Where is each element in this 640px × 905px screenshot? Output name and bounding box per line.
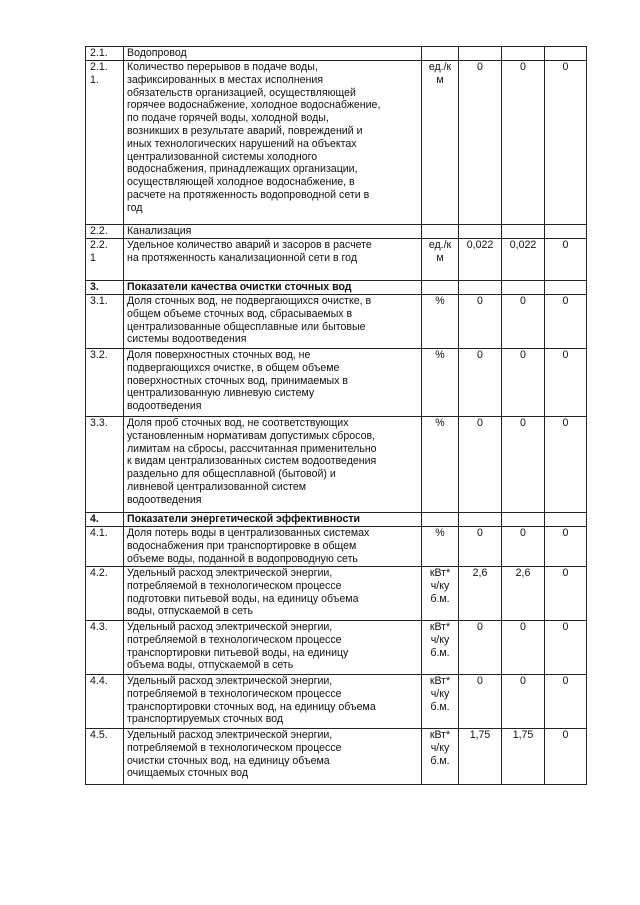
section-row bbox=[86, 281, 587, 295]
row-number-cell bbox=[86, 225, 124, 239]
value-1-cell bbox=[459, 527, 502, 567]
value-1-cell bbox=[459, 239, 502, 281]
row-number: 3.2. bbox=[90, 349, 108, 361]
unit-cell-cell bbox=[422, 675, 459, 729]
value-3: 0 bbox=[562, 729, 569, 741]
row-number-cell bbox=[86, 239, 124, 281]
value-2-cell bbox=[502, 225, 545, 239]
unit-cell-cell bbox=[422, 239, 459, 281]
value-1: 0 bbox=[477, 61, 483, 73]
unit-cell: % bbox=[435, 417, 445, 429]
value-1: 0 bbox=[477, 349, 483, 361]
value-3-cell bbox=[545, 527, 587, 567]
value-3-cell bbox=[545, 675, 587, 729]
indicator-name-cell bbox=[124, 349, 422, 417]
table-row bbox=[86, 527, 587, 567]
value-2-cell bbox=[502, 281, 545, 295]
value-3-cell bbox=[545, 513, 587, 527]
row-number-cell bbox=[86, 349, 124, 417]
value-3-cell bbox=[545, 621, 587, 675]
unit-cell: кВт* ч/ку б.м. bbox=[429, 621, 451, 659]
row-number-cell bbox=[86, 567, 124, 621]
value-3: 0 bbox=[562, 239, 569, 251]
row-number: 4. bbox=[90, 513, 99, 525]
indicators-table-body bbox=[86, 47, 587, 785]
unit-cell-cell bbox=[422, 349, 459, 417]
table-row bbox=[86, 675, 587, 729]
value-1-cell bbox=[459, 349, 502, 417]
row-number-cell bbox=[86, 729, 124, 785]
value-1-cell bbox=[459, 281, 502, 295]
table-row bbox=[86, 295, 587, 349]
value-2: 1,75 bbox=[512, 729, 534, 741]
value-1: 0 bbox=[477, 527, 483, 539]
value-2: 0 bbox=[520, 527, 526, 539]
indicator-name-cell bbox=[124, 61, 422, 225]
table-row bbox=[86, 61, 587, 225]
indicator-name: Удельный расход электрической энергии, потребляемой в технологическом процессе транспортировки сточных вод, на единицу объема транспортируемых сточных вод bbox=[127, 675, 376, 726]
row-number: 4.5. bbox=[90, 729, 108, 741]
value-1-cell bbox=[459, 225, 502, 239]
unit-cell-cell bbox=[422, 513, 459, 527]
indicator-name-cell bbox=[124, 621, 422, 675]
table-row bbox=[86, 417, 587, 513]
indicators-table bbox=[85, 46, 587, 785]
value-1-cell bbox=[459, 621, 502, 675]
unit-cell: ед./к м bbox=[428, 61, 452, 86]
value-1-cell bbox=[459, 295, 502, 349]
indicator-name-cell bbox=[124, 281, 422, 295]
value-3-cell bbox=[545, 47, 587, 61]
value-1: 0 bbox=[477, 675, 483, 687]
unit-cell: % bbox=[435, 295, 445, 307]
table-row bbox=[86, 349, 587, 417]
indicator-name: Водопровод bbox=[127, 47, 187, 59]
value-1: 0 bbox=[477, 295, 483, 307]
value-2-cell bbox=[502, 295, 545, 349]
row-number: 3. bbox=[90, 281, 99, 293]
unit-cell: % bbox=[435, 349, 445, 361]
unit-cell-cell bbox=[422, 417, 459, 513]
row-number-cell bbox=[86, 281, 124, 295]
value-1-cell bbox=[459, 417, 502, 513]
row-number: 4.4. bbox=[90, 675, 108, 687]
value-3-cell bbox=[545, 349, 587, 417]
value-3: 0 bbox=[562, 567, 569, 579]
value-1: 0,022 bbox=[466, 239, 494, 251]
value-2: 0 bbox=[520, 417, 526, 429]
value-1-cell bbox=[459, 567, 502, 621]
row-number: 2.2. bbox=[90, 225, 108, 237]
table-row bbox=[86, 225, 587, 239]
row-number-cell bbox=[86, 513, 124, 527]
indicator-name-cell bbox=[124, 729, 422, 785]
value-2: 0 bbox=[520, 295, 526, 307]
indicator-name-cell bbox=[124, 295, 422, 349]
table-row bbox=[86, 621, 587, 675]
row-number: 3.3. bbox=[90, 417, 108, 429]
unit-cell: % bbox=[435, 527, 445, 539]
indicator-name-cell bbox=[124, 675, 422, 729]
indicator-name-cell bbox=[124, 225, 422, 239]
indicator-name: Показатели качества очистки сточных вод bbox=[127, 281, 352, 293]
unit-cell: ед./к м bbox=[428, 239, 452, 264]
value-3: 0 bbox=[562, 61, 569, 73]
value-2-cell bbox=[502, 621, 545, 675]
unit-cell: кВт* ч/ку б.м. bbox=[429, 675, 451, 713]
value-1: 0 bbox=[477, 621, 483, 633]
value-1-cell bbox=[459, 729, 502, 785]
indicator-name-cell bbox=[124, 513, 422, 527]
row-number-cell bbox=[86, 621, 124, 675]
indicator-name: Доля проб сточных вод, не соответствующих установленным нормативам допустимых сбросов, лимитам на сбросы, рассчитанная применительно к видам централизованных систем водоотведения раздельно для общесплавной (бытовой) и ливневой централизованной систем водоотведения bbox=[127, 417, 377, 506]
value-2: 2,6 bbox=[515, 567, 531, 579]
value-2-cell bbox=[502, 417, 545, 513]
row-number-cell bbox=[86, 527, 124, 567]
value-3: 0 bbox=[562, 417, 569, 429]
unit-cell: кВт* ч/ку б.м. bbox=[429, 567, 451, 605]
value-1-cell bbox=[459, 675, 502, 729]
value-2-cell bbox=[502, 47, 545, 61]
indicator-name: Удельное количество аварий и засоров в расчете на протяженность канализационной сети в год bbox=[127, 239, 372, 264]
indicator-name: Доля потерь воды в централизованных системах водоснабжения при транспортировке в общем объеме воды, поданной в водопроводную сеть bbox=[127, 527, 370, 565]
indicator-name-cell bbox=[124, 47, 422, 61]
value-1-cell bbox=[459, 61, 502, 225]
value-1: 2,6 bbox=[472, 567, 488, 579]
row-number-cell bbox=[86, 417, 124, 513]
value-2-cell bbox=[502, 239, 545, 281]
value-1-cell bbox=[459, 513, 502, 527]
value-1-cell bbox=[459, 47, 502, 61]
value-1: 0 bbox=[477, 417, 483, 429]
indicator-name: Доля поверхностных сточных вод, не подвергающихся очистке, в общем объеме поверхностных сточных вод, принимаемых в централизованную ливневую систему водоотведения bbox=[127, 349, 348, 413]
row-number: 4.2. bbox=[90, 567, 108, 579]
indicator-name: Удельный расход электрической энергии, потребляемой в технологическом процессе транспортировки питьевой воды, на единицу объема воды, отпускаемой в сеть bbox=[127, 621, 349, 672]
value-3: 0 bbox=[562, 675, 569, 687]
value-3-cell bbox=[545, 281, 587, 295]
value-3: 0 bbox=[562, 349, 569, 361]
unit-cell-cell bbox=[422, 225, 459, 239]
value-2: 0 bbox=[520, 61, 526, 73]
indicator-name-cell bbox=[124, 527, 422, 567]
row-number-cell bbox=[86, 61, 124, 225]
row-number: 2.1. 1. bbox=[90, 61, 108, 86]
value-2-cell bbox=[502, 675, 545, 729]
unit-cell-cell bbox=[422, 47, 459, 61]
value-3-cell bbox=[545, 239, 587, 281]
value-3-cell bbox=[545, 61, 587, 225]
table-row bbox=[86, 239, 587, 281]
table-row bbox=[86, 567, 587, 621]
indicator-name: Канализация bbox=[127, 225, 192, 237]
value-2: 0 bbox=[520, 349, 526, 361]
row-number-cell bbox=[86, 675, 124, 729]
row-number-cell bbox=[86, 295, 124, 349]
indicator-name: Удельный расход электрической энергии, потребляемой в технологическом процессе очистки сточных вод, на единицу объема очищаемых сточных вод bbox=[127, 729, 342, 780]
value-2-cell bbox=[502, 567, 545, 621]
indicator-name-cell bbox=[124, 417, 422, 513]
unit-cell-cell bbox=[422, 61, 459, 225]
unit-cell-cell bbox=[422, 621, 459, 675]
value-3-cell bbox=[545, 417, 587, 513]
value-3-cell bbox=[545, 567, 587, 621]
value-3-cell bbox=[545, 295, 587, 349]
unit-cell-cell bbox=[422, 527, 459, 567]
value-3-cell bbox=[545, 729, 587, 785]
row-number: 3.1. bbox=[90, 295, 108, 307]
value-2: 0 bbox=[520, 675, 526, 687]
unit-cell: кВт* ч/ку б.м. bbox=[429, 729, 451, 767]
value-2: 0,022 bbox=[509, 239, 537, 251]
indicator-name: Показатели энергетической эффективности bbox=[127, 513, 361, 525]
value-2-cell bbox=[502, 61, 545, 225]
row-number: 4.3. bbox=[90, 621, 108, 633]
row-number: 2.2. 1 bbox=[90, 239, 108, 264]
row-number: 4.1. bbox=[90, 527, 108, 539]
value-2: 0 bbox=[520, 621, 526, 633]
indicator-name-cell bbox=[124, 239, 422, 281]
unit-cell-cell bbox=[422, 729, 459, 785]
value-3: 0 bbox=[562, 621, 569, 633]
indicator-name: Количество перерывов в подаче воды, зафиксированных в местах исполнения обязательств организацией, осуществляющей горячее водоснабжение, холодное водоснабжение, по подаче горячей воды, холодной воды, возникших в результате аварий, повреждений и иных технологических нарушений на объектах централизованной системы холодного водоснабжения, принадлежащих организации, осуществляющей холодное водоснабжение, в расчете на протяженность водопроводной сети в год bbox=[127, 61, 381, 214]
value-1: 1,75 bbox=[469, 729, 491, 741]
section-row bbox=[86, 513, 587, 527]
value-2-cell bbox=[502, 349, 545, 417]
value-3-cell bbox=[545, 225, 587, 239]
indicator-name: Удельный расход электрической энергии, потребляемой в технологическом процессе подготовки питьевой воды, на единицу объема воды, отпускаемой в сеть bbox=[127, 567, 359, 618]
value-2-cell bbox=[502, 729, 545, 785]
unit-cell-cell bbox=[422, 281, 459, 295]
value-2-cell bbox=[502, 527, 545, 567]
row-number-cell bbox=[86, 47, 124, 61]
indicator-name-cell bbox=[124, 567, 422, 621]
value-2-cell bbox=[502, 513, 545, 527]
table-row bbox=[86, 47, 587, 61]
indicator-name: Доля сточных вод, не подвергающихся очистке, в общем объеме сточных вод, сбрасываемых в централизованные общесплавные или бытовые системы водоотведения bbox=[127, 295, 372, 346]
unit-cell-cell bbox=[422, 295, 459, 349]
table-row bbox=[86, 729, 587, 785]
row-number: 2.1. bbox=[90, 47, 108, 59]
unit-cell-cell bbox=[422, 567, 459, 621]
value-3: 0 bbox=[562, 527, 569, 539]
value-3: 0 bbox=[562, 295, 569, 307]
